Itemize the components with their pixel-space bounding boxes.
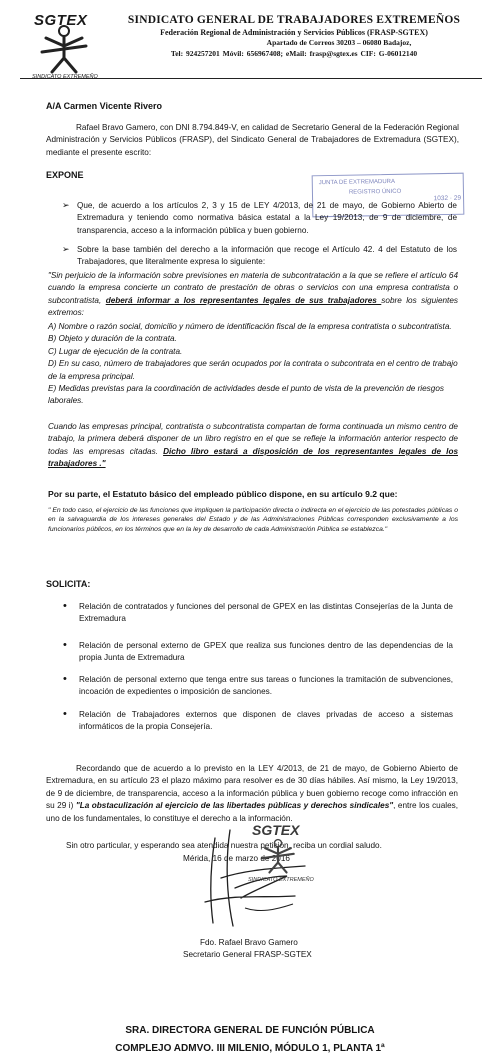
bullet-dot-icon: • bbox=[63, 600, 67, 612]
quote-item: D) En su caso, número de trabajadores que serán ocupados por la contrata o subcontrata en el centro de trabajo de la empresa principal. bbox=[48, 359, 458, 381]
quote-text: "Sin perjuicio de la información sobre previsiones en materia de subcontratación a la que se refiere el artículo 64 cuando la empresa concierte un contrato de prestación de obras o servicios con una empresa contratista o subcontratista, bbox=[48, 271, 458, 305]
solicita-heading: SOLICITA: bbox=[46, 579, 91, 589]
stamp-line-1: JUNTA DE EXTREMADURA bbox=[318, 178, 396, 187]
federation-name: Federación Regional de Administración y Servicios Públicos (FRASP-SGTEX) bbox=[160, 28, 428, 37]
estatuto-quote: " En todo caso, el ejercicio de las funciones que impliquen la participación directa o indirecta en el ejercicio de las potestades públicas o en la salvaguardia de los intereses generales del Estado y de las Administraciones Públicas corresponden exclusivamente a los funcionarios públicos, en los términos que en la ley de desarrollo de cada Administración Pública se establezca." bbox=[48, 507, 458, 533]
signatory-title: Secretario General FRASP-SGTEX bbox=[183, 950, 312, 959]
quote-item: A) Nombre o razón social, domicilio y número de identificación fiscal de la empresa contratista o subcontratista. bbox=[48, 322, 452, 331]
quote-emphasis: deberá informar a los representantes legales de sus trabajadores bbox=[105, 295, 382, 305]
closing-emphasis: "La obstaculización al ejercicio de las libertades públicas y derechos sindicales" bbox=[75, 801, 394, 811]
arrow-bullet-icon: ➢ bbox=[62, 200, 70, 210]
place-date: Mérida, 16 de marzo de 2016 bbox=[183, 854, 290, 863]
closing-text: , entre los cuales, uno de los fundamentales, lo constituye el derecho a la información. bbox=[46, 801, 459, 823]
attention-line: A/A Carmen Vicente Rivero bbox=[46, 101, 163, 111]
expone-point: Que, de acuerdo a los artículos 2, 3 y 15 de LEY 4/2013, de 21 de mayo, de Gobierno Abierto de Extremadura y teniendo como normativa básica estatal a la Ley 19/2013, de 9 de diciembre, de transparencia, acceso a la información pública y buen gobierno. bbox=[77, 201, 457, 235]
quote-item: C) Lugar de ejecución de la contrata. bbox=[48, 346, 183, 356]
quote-text: Cuando las empresas principal, contratista o subcontratista compartan de forma continuada un mismo centro de trabajo, la primera deberá disponer de un libro registro en el que se refleje la información anterior respecto de todas las empresas citadas. bbox=[48, 422, 458, 456]
bullet-dot-icon: • bbox=[63, 639, 67, 651]
solicita-item: Relación de Trabajadores externos que disponen de claves privadas de acceso a sistemas informáticos de la propia Consejería. bbox=[79, 710, 453, 732]
recipient-address: COMPLEJO ADMVO. III MILENIO, MÓDULO 1, PLANTA 1ª bbox=[115, 1043, 385, 1054]
logo-subtitle: SINDICATO EXTREMEÑO bbox=[32, 74, 98, 80]
stamp-figure-icon bbox=[258, 836, 298, 876]
signature-stamp-subtitle: SINDICATO EXTREMEÑO bbox=[248, 877, 314, 883]
quote-text: sobre los siguientes extremos: bbox=[48, 295, 458, 318]
estatuto-heading: Por su parte, el Estatuto básico del empleado público dispone, en su artículo 9.2 que: bbox=[48, 489, 398, 499]
postal-address: Apartado de Correos 30203 – 06080 Badajoz, bbox=[266, 38, 412, 47]
solicita-item: Relación de contratados y funciones del personal de GPEX en las distintas Consejerías de la Junta de Extremadura bbox=[79, 602, 453, 624]
bullet-dot-icon: • bbox=[63, 708, 67, 720]
expone-heading: EXPONE bbox=[46, 170, 84, 180]
statute-quote bbox=[48, 270, 458, 320]
letterhead-divider bbox=[20, 78, 482, 79]
sign-off: Sin otro particular, y esperando sea atendida nuestra petición, reciba un cordial saludo. bbox=[66, 841, 382, 850]
logo-figure-icon bbox=[36, 24, 92, 74]
quote-item: B) Objeto y duración de la contrata. bbox=[48, 334, 177, 344]
closing-text: Recordando que de acuerdo a lo previsto en la LEY 4/2013, de 21 de mayo, de Gobierno Abierto de Extremadura, en su artículo 23 el plazo máximo para resolver es de 30 días hábiles. Así mismo, la Ley 19/2013, de 9 de diciembre, de transparencia, acceso a la información pública y buen gobierno recoge como infracción en su 29 i) bbox=[46, 764, 458, 811]
solicita-item: Relación de personal externo de GPEX que realiza sus funciones dentro de las dependencias de la propia Junta de Extremadura bbox=[79, 641, 453, 663]
expone-point: Sobre la base también del derecho a la información que recoge el Artículo 42. 4 del Estatuto de los Trabajadores, que literalmente expresa lo siguiente: bbox=[77, 245, 457, 267]
letterhead-text bbox=[104, 14, 484, 58]
intro-paragraph: Rafael Bravo Gamero, con DNI 8.794.849-V, en calidad de Secretario General de la Federación Regional Administración y Servicios Públicos (FRASP), del Sindicato General de Trabajadores de Extremadura (SGTEX), mediante el presente escrito: bbox=[46, 123, 459, 157]
bullet-dot-icon: • bbox=[63, 673, 67, 685]
quote-emphasis: Dicho libro estará a disposición de los representantes legales de los trabajadores ." bbox=[48, 446, 458, 469]
sgtex-logo bbox=[30, 12, 102, 88]
quote-item: E) Medidas previstas para la coordinación de actividades desde el punto de vista de la prevención de riesgos laborales. bbox=[48, 384, 444, 406]
organization-name: SINDICATO GENERAL DE TRABAJADORES EXTREMEÑOS bbox=[127, 14, 461, 26]
arrow-bullet-icon: ➢ bbox=[62, 244, 70, 254]
signatory-name: Fdo. Rafael Bravo Gamero bbox=[200, 938, 298, 947]
signature-stamp-logo: SGTEX bbox=[252, 822, 300, 838]
contact-line: Tel: 924257201 Móvil: 656967408; eMail: frasp@sgtex.es CIF: G-06012140 bbox=[170, 49, 418, 58]
recipient-line: SRA. DIRECTORA GENERAL DE FUNCIÓN PÚBLICA bbox=[125, 1025, 375, 1036]
quote-item-list bbox=[48, 321, 458, 408]
solicita-item: Relación de personal externo que tenga entre sus tareas o funciones la tramitación de subvenciones, incoación de expedientes o imposición de sanciones. bbox=[79, 675, 453, 697]
quote-closing bbox=[48, 421, 458, 471]
logo-wordmark: SGTEX bbox=[34, 12, 88, 29]
closing-paragraph bbox=[46, 763, 458, 825]
stamp-line-3: 1032 · 29 bbox=[433, 194, 462, 203]
stamp-line-2: REGISTRO ÚNICO bbox=[348, 188, 402, 196]
